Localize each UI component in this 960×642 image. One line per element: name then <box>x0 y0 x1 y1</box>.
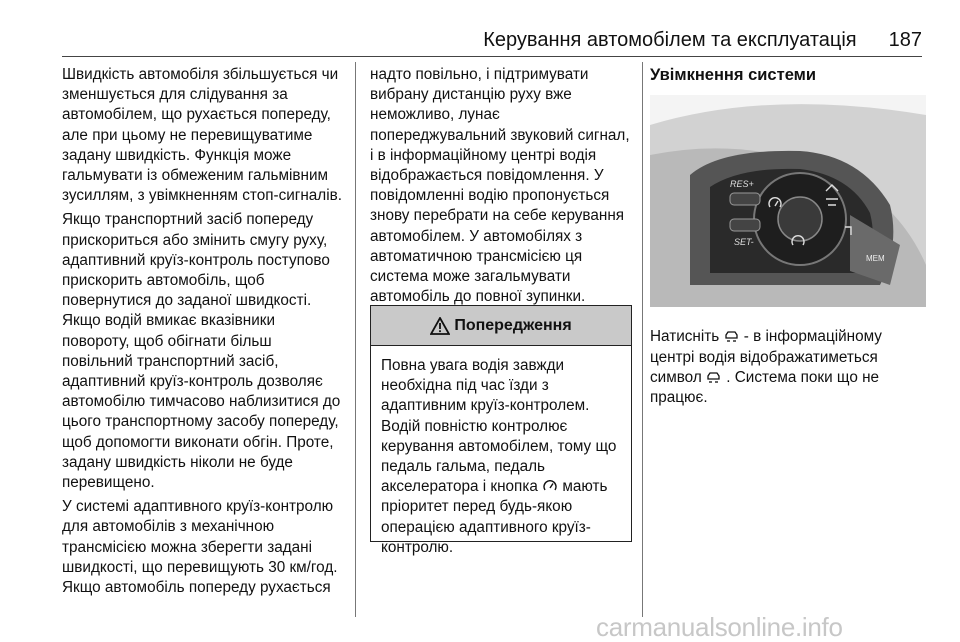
caption-text: - в інформаційному центрі водія відображатиметься символ <box>650 328 882 386</box>
caption-text: Натисніть <box>650 328 720 346</box>
column-middle <box>370 65 636 311</box>
column-divider <box>642 62 643 617</box>
paragraph: надто повільно, і підтримувати вибрану дистанцію руху вже неможливо, лунає попереджувальний звуковий сигнал, і в інформаційному центрі водія відображається повідомлення. У повідомленні водію пропонується знову перебрати на себе керування автомобілем. У автомобілях з автоматичною трансмісією ця система може загальмувати автомобіль до повної зупинки. <box>370 66 630 306</box>
mem-label: MEM <box>866 254 885 264</box>
watermark: carmanualsonline.info <box>596 612 843 642</box>
figure-caption <box>650 327 930 408</box>
warning-box <box>370 305 632 556</box>
acc-vehicle-icon <box>706 371 722 383</box>
warning-text: мають пріоритет перед будь-якою операцією адаптивного круїз-контролю. <box>381 478 608 556</box>
column-divider <box>355 62 356 617</box>
column-left <box>62 65 346 602</box>
section-heading: Увімкнення системи <box>650 66 816 84</box>
warning-body <box>371 346 631 558</box>
res-label: RES+ <box>730 179 754 190</box>
header-title: Керування автомобілем та експлуатація <box>483 29 857 51</box>
caption-text: . Система поки що не працює. <box>650 368 880 407</box>
page-header <box>62 26 922 52</box>
header-rule <box>62 56 922 57</box>
page-number: 187 <box>888 29 922 51</box>
paragraph: Якщо транспортний засіб попереду прискориться або змінить смугу руху, адаптивний круїз-контроль поступово прискорить автомобіль, щоб повернутися до заданої швидкості. Якщо водій вмикає вказівники повороту, щоб обігнати більш повільний транспортний засіб, адаптивний круїз-контроль дозволяє автомобілю тимчасово наблизитися до цього транспортному засобу попереду, щоб допомогти виконати обгін. Проте, задану швидкість ніколи не буде перевищено. <box>62 211 341 492</box>
column-right <box>650 65 930 412</box>
cruise-button-icon <box>542 480 558 492</box>
warning-triangle-icon <box>430 317 450 335</box>
warning-header <box>371 306 631 346</box>
warning-text: Повна увага водія завжди необхідна під час їзди з адаптивним круїз-контролем. Водій повністю контролює керування автомобілем, тому що педаль гальма, педаль акселератора і кнопка <box>381 357 617 496</box>
acc-vehicle-icon <box>724 330 740 342</box>
warning-title: Попередження <box>454 316 572 334</box>
paragraph: Швидкість автомобіля збільшується чи зменшується для слідування за автомобілем, що рухається попереду, але при цьому не перевищуватиме задану швидкість. Функція може гальмувати із обмеженим гальмівним зусиллям, з увімкненням стоп-сигналів. <box>62 66 343 205</box>
set-label: SET- <box>734 237 754 248</box>
paragraph: У системі адаптивного круїз-контролю для автомобілів з механічною трансмісією можна зберегти задані швидкості, що перевищують 30 км/год. Якщо автомобіль попереду рухається <box>62 498 338 597</box>
steering-wheel-controls-figure <box>650 95 926 307</box>
